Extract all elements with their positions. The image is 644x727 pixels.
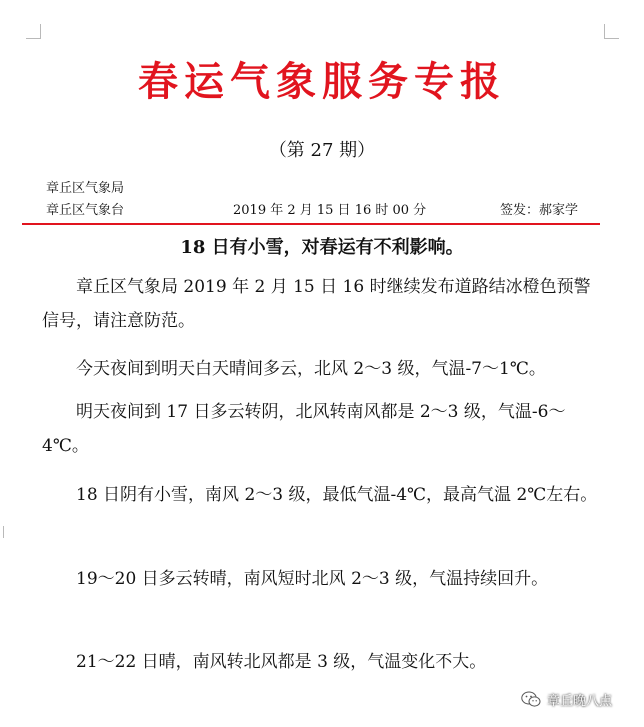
document-title: 春运气象服务专报: [138, 58, 506, 105]
paragraph-18th: 18 日阴有小雪，南风 2～3 级，最低气温-4℃，最高气温 2℃左右。: [76, 485, 598, 505]
issuer-station: 章丘区气象台: [46, 203, 125, 218]
crop-mark-top-right: [604, 24, 619, 39]
watermark-text: 章丘晚八点: [547, 694, 613, 709]
issue-number: （第 27 期）: [268, 140, 376, 161]
paragraph-21-22nd: 21～22 日晴，南风转北风都是 3 级，气温变化不大。: [76, 652, 487, 672]
issuer-bureau: 章丘区气象局: [46, 181, 125, 196]
paragraph-19-20th: 19～20 日多云转晴，南风短时北风 2～3 级，气温持续回升。: [76, 569, 549, 589]
header-divider: [22, 223, 600, 225]
watermark: [521, 690, 612, 709]
issue-time: 2019 年 2 月 15 日 16 时 00 分: [233, 203, 427, 218]
paragraph-tonight: 今天夜间到明天白天晴间多云，北风 2～3 级，气温-7～1℃。: [76, 359, 546, 379]
signer: 签发：郝家学: [500, 203, 579, 218]
margin-tick: [3, 526, 8, 538]
wechat-icon: [521, 691, 541, 708]
crop-mark-top-left: [26, 24, 41, 39]
headline: 18 日有小雪，对春运有不利影响。: [180, 237, 464, 258]
paragraph-warning: 章丘区气象局 2019 年 2 月 15 日 16 时继续发布道路结冰橙色预警信号，请注意防范。: [42, 277, 591, 331]
paragraph-17th: 明天夜间到 17 日多云转阴，北风转南风都是 2～3 级，气温-6～4℃。: [42, 402, 566, 456]
